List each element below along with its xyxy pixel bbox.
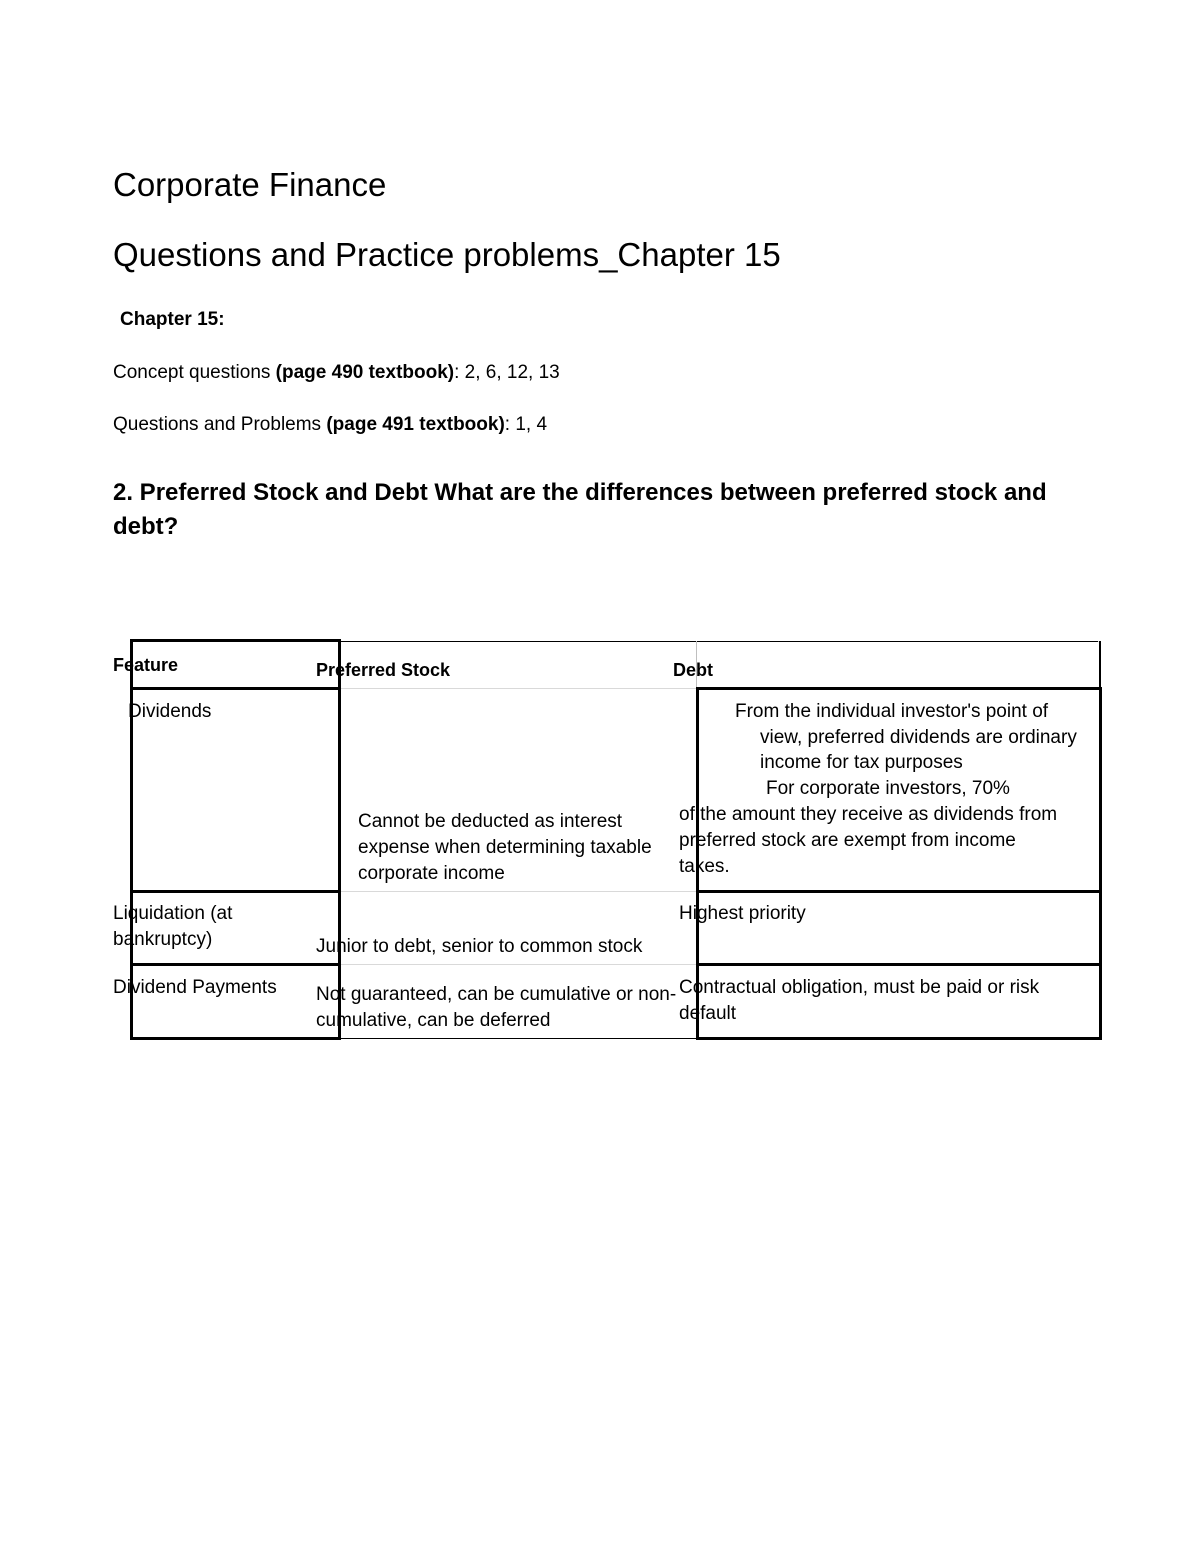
debt-line: view, preferred dividends are ordinary: [760, 727, 1077, 748]
border: [340, 641, 1098, 642]
border: [696, 963, 1102, 966]
row-liquidation-feature: Liquidation (at bankruptcy): [113, 903, 233, 950]
question-heading: 2. Preferred Stock and Debt What are the differences between preferred stock and debt?: [113, 479, 1047, 540]
border: [338, 639, 341, 1040]
row-dividends-feature: Dividends: [128, 701, 212, 722]
row-dividend-payments-debt: Contractual obligation, must be paid or risk default: [679, 977, 1040, 1024]
debt-line: From the individual investor's point of: [735, 701, 1049, 722]
row-dividend-payments-preferred: Not guaranteed, can be cumulative or non-cumulative, can be deferred: [316, 984, 677, 1031]
problems-page-ref: (page 491 textbook): [326, 414, 505, 435]
border: [696, 687, 1102, 690]
header-feature: Feature: [113, 655, 179, 675]
border: [130, 1037, 341, 1040]
row-liquidation-debt: Highest priority: [679, 903, 806, 924]
concept-numbers: : 2, 6, 12, 13: [454, 362, 560, 383]
problems-line: [113, 414, 547, 436]
doc-subtitle: Questions and Practice problems_Chapter 15: [113, 236, 781, 273]
border: [696, 890, 1102, 893]
header-debt: Debt: [673, 660, 713, 680]
row-liquidation-preferred: Junior to debt, senior to common stock: [316, 936, 643, 957]
border: [130, 963, 341, 966]
row-dividends-preferred: Cannot be deducted as interest expense when determining taxable corporate income: [358, 811, 652, 884]
debt-line: takes.: [679, 856, 730, 877]
border: [696, 1037, 1102, 1040]
row-dividend-payments-feature: Dividend Payments: [113, 977, 277, 998]
problems-numbers: : 1, 4: [504, 414, 548, 435]
border: [130, 639, 341, 642]
debt-line: income for tax purposes: [760, 752, 963, 773]
debt-line: of the amount they receive as dividends from: [679, 804, 1058, 825]
border: [340, 1038, 700, 1039]
problems-prefix: Questions and Problems: [113, 414, 327, 435]
debt-line: preferred stock are exempt from income: [679, 830, 1016, 851]
border: [1099, 687, 1102, 1040]
border: [1099, 641, 1101, 689]
concept-page-ref: (page 490 textbook): [275, 362, 455, 383]
concept-prefix: Concept questions: [113, 362, 276, 383]
doc-title: Corporate Finance: [113, 166, 387, 203]
concept-questions-line: [113, 362, 560, 384]
debt-line: For corporate investors, 70%: [766, 778, 1010, 799]
border: [130, 687, 341, 690]
chapter-label: Chapter 15:: [120, 309, 225, 330]
border: [130, 890, 341, 893]
header-preferred-stock: Preferred Stock: [316, 660, 451, 680]
